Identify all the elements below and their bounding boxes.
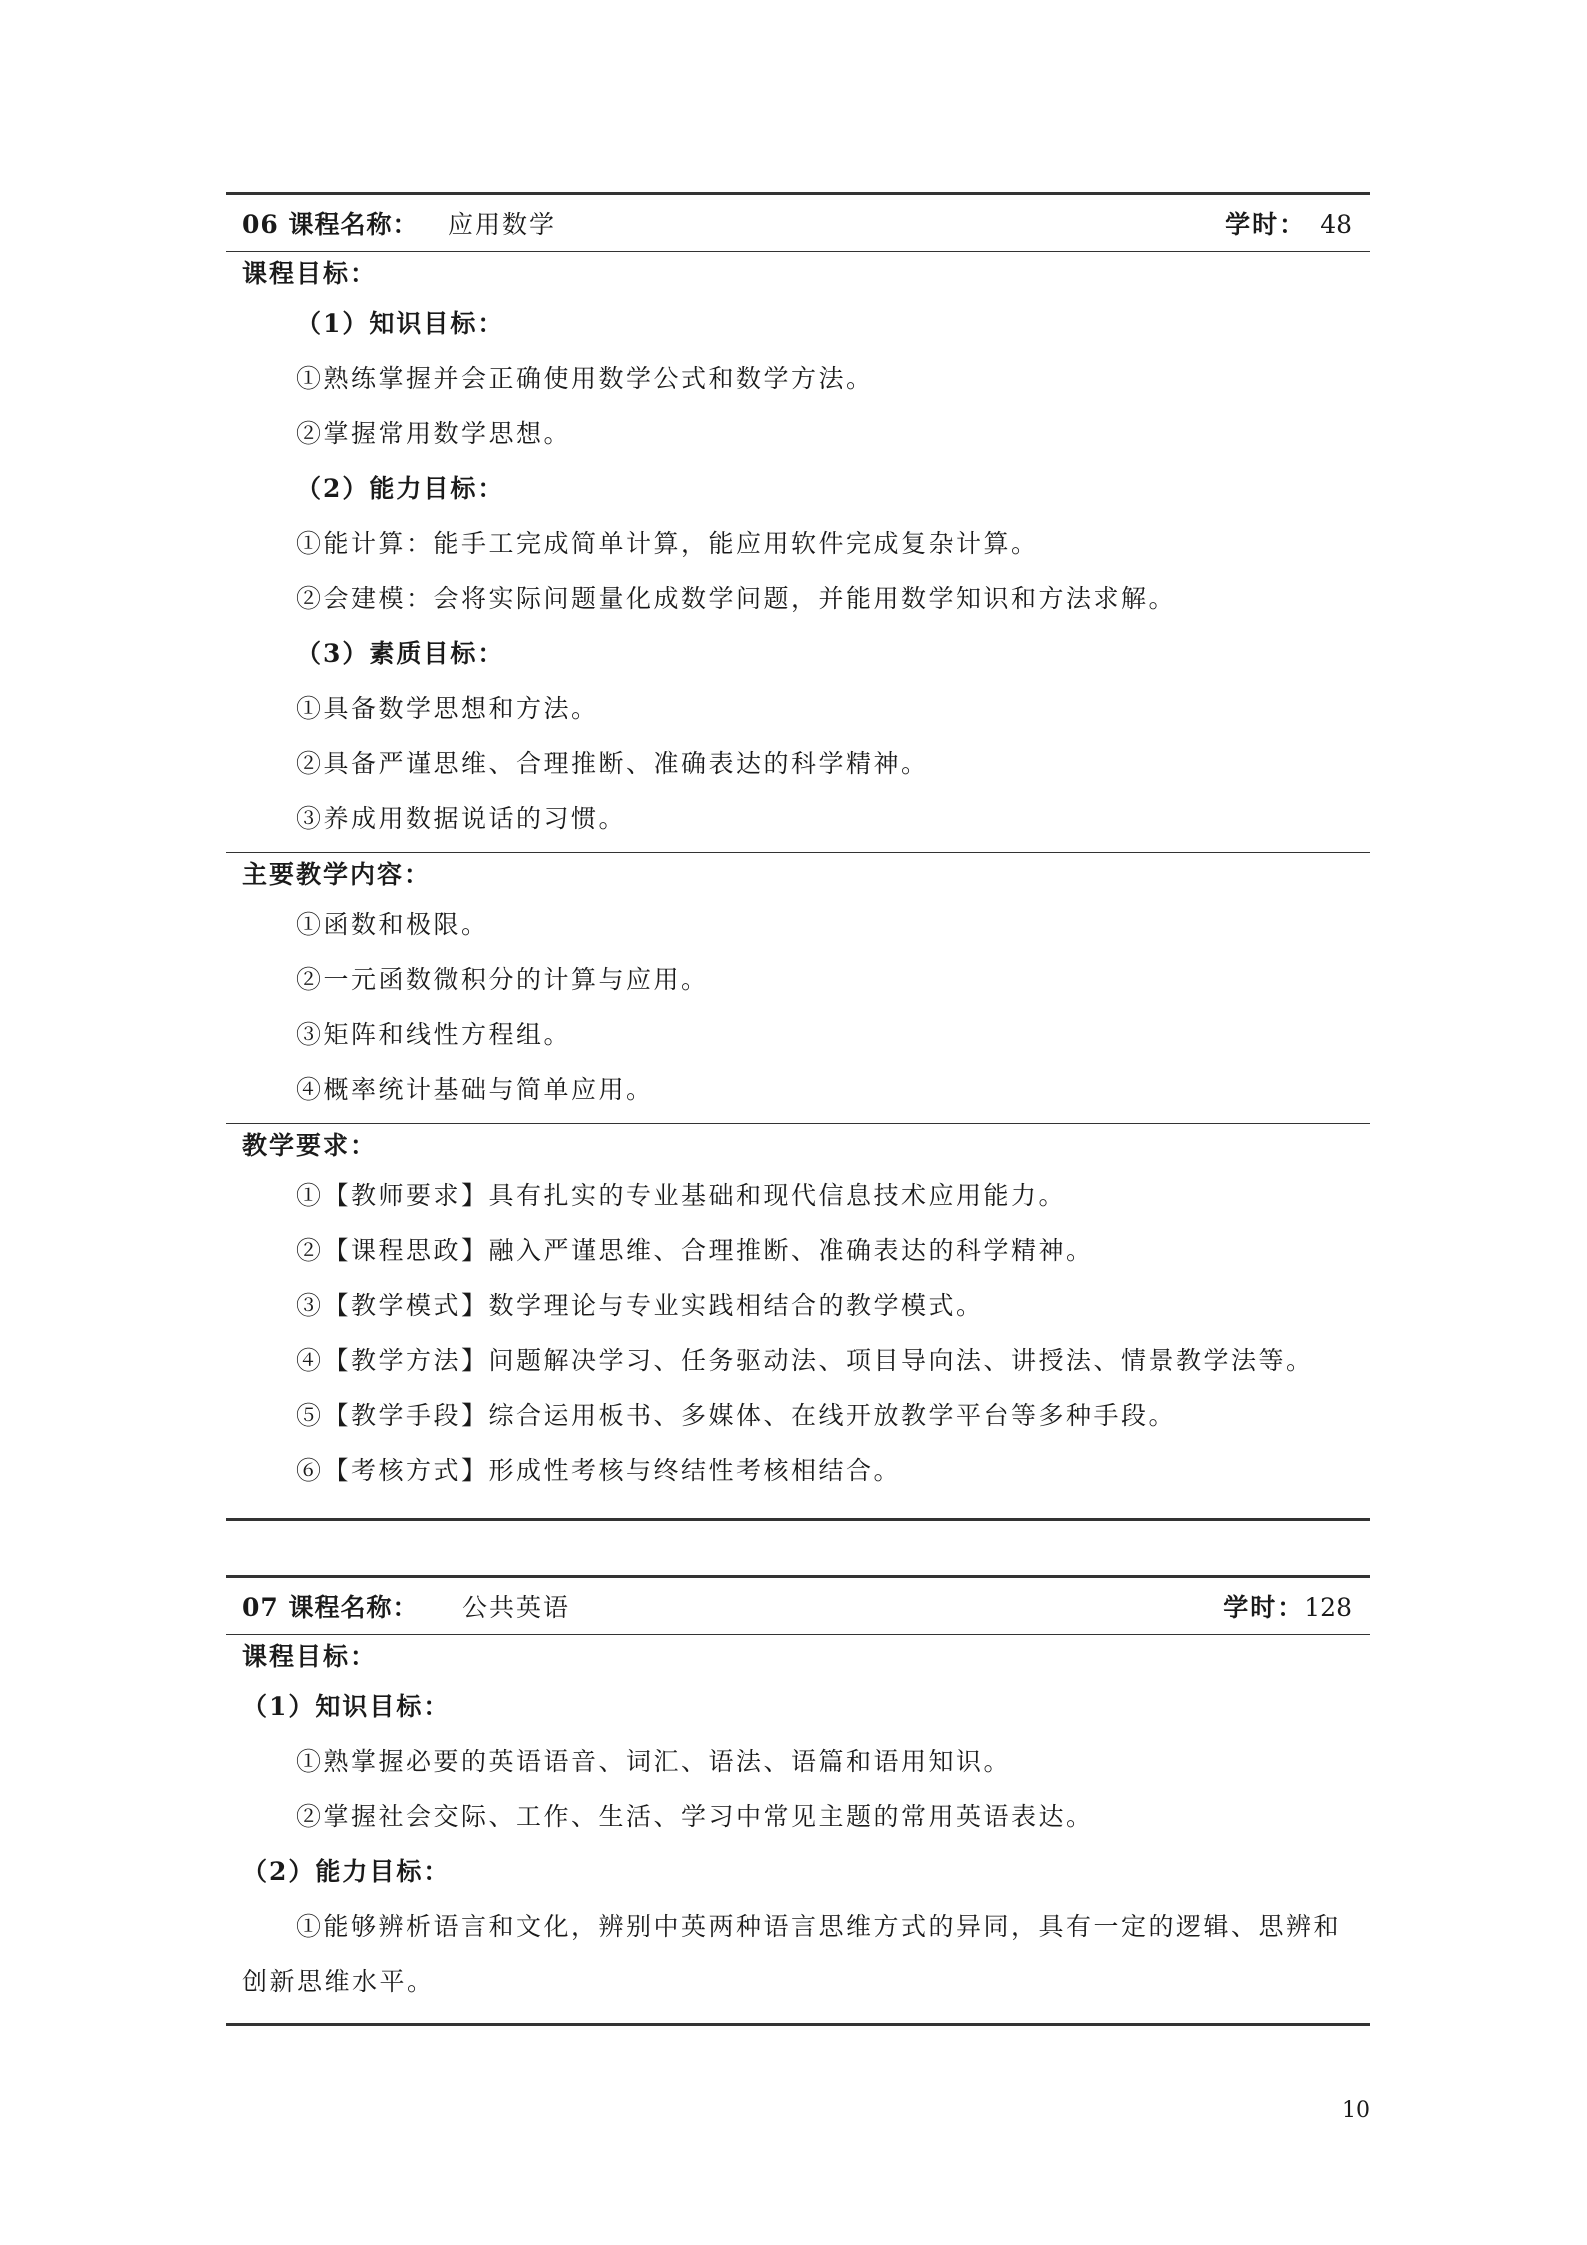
content-item: ③矩阵和线性方程组。 [296, 1020, 572, 1049]
course-title-row [226, 195, 1370, 251]
course-name: 应用数学 [448, 210, 557, 239]
bottom-rule [226, 1518, 1370, 1521]
course-hours [1225, 205, 1352, 241]
requirement-item: ②【课程思政】融入严谨思维、合理推断、准确表达的科学精神。 [296, 1236, 1094, 1265]
requirement-item: ③【教学模式】数学理论与专业实践相结合的教学模式。 [296, 1291, 984, 1320]
ability-item: ①能计算：能手工完成简单计算，能应用软件完成复杂计算。 [296, 529, 1039, 558]
requirement-item: ①【教师要求】具有扎实的专业基础和现代信息技术应用能力。 [296, 1181, 1067, 1210]
course-hours [1223, 1588, 1352, 1624]
goals-heading: 课程目标： [242, 1642, 378, 1671]
knowledge-item: ②掌握社会交际、工作、生活、学习中常见主题的常用英语表达。 [296, 1802, 1094, 1831]
content-item: ①函数和极限。 [296, 910, 489, 939]
quality-item: ②具备严谨思维、合理推断、准确表达的科学精神。 [296, 749, 929, 778]
hours-value: 128 [1304, 1593, 1352, 1622]
knowledge-item: ①熟掌握必要的英语语音、词汇、语法、语篇和语用知识。 [296, 1747, 1012, 1776]
hours-label: 学时： [1223, 1593, 1305, 1622]
quality-heading: （3）素质目标： [296, 639, 505, 668]
content-item: ②一元函数微积分的计算与应用。 [296, 965, 709, 994]
requirement-item: ④【教学方法】问题解决学习、任务驱动法、项目导向法、讲授法、情景教学法等。 [296, 1346, 1314, 1375]
ability-heading: （2）能力目标： [242, 1857, 451, 1886]
bottom-rule [226, 2023, 1370, 2026]
ability-item: ①能够辨析语言和文化，辨别中英两种语言思维方式的异同，具有一定的逻辑、思辨和 [296, 1912, 1342, 1941]
quality-item: ①具备数学思想和方法。 [296, 694, 599, 723]
knowledge-heading: （1）知识目标： [242, 1692, 451, 1721]
quality-item: ③养成用数据说话的习惯。 [296, 804, 627, 833]
knowledge-item: ①熟练掌握并会正确使用数学公式和数学方法。 [296, 364, 874, 393]
knowledge-heading: （1）知识目标： [296, 309, 505, 338]
requirement-item: ⑤【教学手段】综合运用板书、多媒体、在线开放教学平台等多种手段。 [296, 1401, 1177, 1430]
course-name: 公共英语 [462, 1593, 571, 1622]
course-07-block [226, 1575, 1370, 2026]
ability-item-continuation: 创新思维水平。 [242, 1967, 435, 1996]
goals-heading: 课程目标： [242, 259, 378, 288]
course-06-block [226, 192, 1370, 1521]
page-number: 10 [1342, 2098, 1370, 2123]
course-title-label: 06 课程名称： [242, 210, 419, 239]
hours-label: 学时： [1225, 210, 1307, 239]
requirement-item: ⑥【考核方式】形成性考核与终结性考核相结合。 [296, 1456, 902, 1485]
content-heading: 主要教学内容： [242, 860, 432, 889]
course-title-label: 07 课程名称： [242, 1593, 419, 1622]
ability-item: ②会建模：会将实际问题量化成数学问题，并能用数学知识和方法求解。 [296, 584, 1177, 613]
knowledge-item: ②掌握常用数学思想。 [296, 419, 572, 448]
content-item: ④概率统计基础与简单应用。 [296, 1075, 654, 1104]
hours-value: 48 [1320, 210, 1352, 239]
ability-heading: （2）能力目标： [296, 474, 505, 503]
requirements-heading: 教学要求： [242, 1131, 378, 1160]
course-title-row [226, 1578, 1370, 1634]
